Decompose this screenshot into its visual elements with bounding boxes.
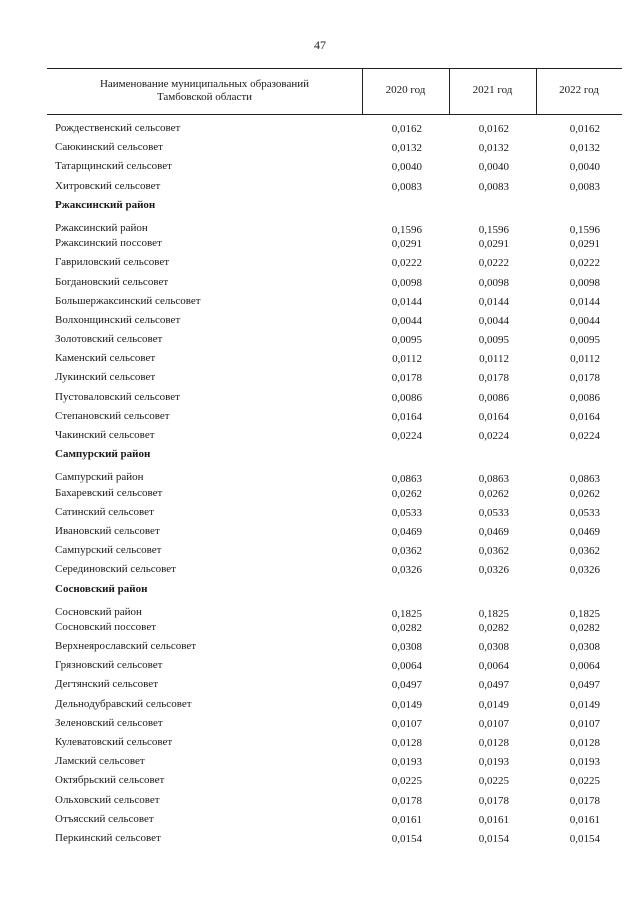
municipality-name: Саюкинский сельсовет bbox=[55, 141, 163, 154]
value-2021: 0,0164 bbox=[478, 410, 509, 423]
table-row bbox=[47, 656, 622, 675]
district-heading: Ржаксинский район bbox=[55, 198, 156, 211]
value-2020: 0,0149 bbox=[391, 698, 422, 711]
municipality-name: Гавриловский сельсовет bbox=[55, 256, 170, 269]
value-2021: 0,0224 bbox=[478, 430, 509, 442]
municipality-name: Татарщинский сельсовет bbox=[55, 160, 172, 173]
municipality-name: Кулеватовский сельсовет bbox=[55, 736, 173, 748]
value-2021: 0,0162 bbox=[478, 123, 509, 135]
table-row bbox=[47, 234, 622, 253]
value-2022: 0,0178 bbox=[569, 372, 600, 385]
value-2022: 0,1596 bbox=[569, 223, 600, 236]
table-row bbox=[47, 349, 622, 368]
value-2021: 0,0095 bbox=[478, 334, 509, 347]
municipality-name: Сампурский район bbox=[55, 471, 144, 484]
table-row bbox=[47, 829, 622, 848]
table-row bbox=[47, 368, 622, 387]
table-row bbox=[47, 637, 622, 656]
value-2020: 0,0308 bbox=[391, 641, 422, 654]
table-row bbox=[47, 292, 622, 311]
value-2021: 0,0040 bbox=[478, 161, 509, 174]
value-2020: 0,0098 bbox=[391, 276, 422, 289]
value-2021: 0,0533 bbox=[478, 506, 509, 519]
value-2021: 0,0863 bbox=[478, 473, 509, 486]
value-2020: 0,0469 bbox=[391, 525, 422, 538]
value-2020: 0,0154 bbox=[391, 832, 422, 845]
municipality-name: Ламский сельсовет bbox=[55, 755, 145, 768]
value-2021: 0,0308 bbox=[478, 641, 509, 654]
value-2020: 0,0162 bbox=[391, 123, 422, 135]
value-2020: 0,0863 bbox=[391, 473, 422, 486]
value-2022: 0,0095 bbox=[569, 334, 600, 347]
value-2020: 0,0164 bbox=[391, 410, 422, 423]
table-row bbox=[47, 157, 622, 176]
value-2022: 0,0863 bbox=[569, 473, 600, 486]
municipality-name: Ивановский сельсовет bbox=[55, 524, 160, 537]
value-2021: 0,0178 bbox=[478, 794, 509, 807]
value-2022: 0,0193 bbox=[569, 756, 600, 769]
municipality-name: Ржаксинский район bbox=[55, 221, 148, 234]
municipality-name: Пустоваловский сельсовет bbox=[55, 390, 180, 403]
municipality-name: Отъясский сельсовет bbox=[55, 812, 154, 825]
table-row bbox=[47, 253, 622, 272]
municipality-name: Верхнеярославский сельсовет bbox=[55, 640, 197, 653]
value-2021: 0,0128 bbox=[478, 737, 509, 749]
value-2021: 0,0132 bbox=[478, 142, 509, 155]
table-row bbox=[47, 119, 622, 138]
municipality-name: Степановский сельсовет bbox=[55, 409, 170, 422]
table-row bbox=[47, 311, 622, 330]
municipality-name: Золотовский сельсовет bbox=[55, 333, 163, 346]
value-2020: 0,0083 bbox=[391, 180, 422, 193]
value-2020: 0,0128 bbox=[391, 737, 422, 749]
district-heading: Сосновский район bbox=[55, 582, 148, 595]
value-2021: 0,0262 bbox=[478, 487, 509, 500]
value-2020: 0,0362 bbox=[391, 545, 422, 558]
table-row bbox=[47, 484, 622, 503]
district-heading-row bbox=[47, 580, 622, 599]
municipality-name: Ржаксинский поссовет bbox=[55, 237, 162, 250]
value-2020: 0,0086 bbox=[391, 391, 422, 404]
value-2021: 0,0178 bbox=[478, 372, 509, 385]
municipality-name: Богдановский сельсовет bbox=[55, 275, 169, 288]
value-2020: 0,0282 bbox=[391, 621, 422, 634]
value-2021: 0,0112 bbox=[479, 353, 509, 366]
municipality-name: Хитровский сельсовет bbox=[55, 179, 161, 192]
value-2020: 0,0095 bbox=[391, 334, 422, 347]
value-2022: 0,1825 bbox=[569, 607, 600, 620]
value-2022: 0,0497 bbox=[569, 679, 600, 692]
value-2021: 0,0225 bbox=[478, 775, 509, 788]
value-2020: 0,0044 bbox=[391, 314, 422, 327]
municipality-name: Сосновский район bbox=[55, 605, 142, 618]
value-2021: 0,1596 bbox=[478, 223, 509, 236]
table-row bbox=[47, 464, 622, 486]
table-row bbox=[47, 215, 622, 234]
municipality-name: Сосновский поссовет bbox=[55, 620, 157, 633]
value-2021: 0,0282 bbox=[478, 621, 509, 634]
municipality-name: Перкинский сельсовет bbox=[55, 831, 161, 844]
header-year-2021: 2021 год bbox=[472, 84, 513, 96]
header-name-line1: Наименование муниципальных образований bbox=[99, 78, 310, 90]
value-2021: 0,0161 bbox=[478, 813, 509, 826]
value-2020: 0,0222 bbox=[391, 257, 422, 270]
value-2021: 0,0107 bbox=[478, 717, 509, 730]
value-2020: 0,0262 bbox=[391, 487, 422, 500]
table-row bbox=[47, 388, 622, 407]
value-2022: 0,0086 bbox=[569, 391, 600, 404]
table-row bbox=[47, 618, 622, 637]
value-2022: 0,0107 bbox=[569, 717, 600, 730]
value-2022: 0,0362 bbox=[569, 545, 600, 558]
page-number: 47 bbox=[314, 38, 326, 52]
municipality-name: Серединовский сельсовет bbox=[55, 563, 176, 576]
table-header bbox=[47, 68, 622, 115]
table-row bbox=[47, 791, 622, 810]
value-2020: 0,0225 bbox=[391, 775, 422, 788]
table-row bbox=[47, 138, 622, 157]
value-2021: 0,0193 bbox=[478, 756, 509, 769]
municipality-name: Чакинский сельсовет bbox=[55, 429, 155, 441]
municipality-name: Зеленовский сельсовет bbox=[55, 716, 163, 729]
table-row bbox=[47, 177, 622, 196]
value-2022: 0,0178 bbox=[569, 794, 600, 807]
table-row bbox=[47, 675, 622, 694]
municipality-name: Лукинский сельсовет bbox=[55, 371, 156, 384]
value-2022: 0,0291 bbox=[569, 238, 600, 251]
value-2020: 0,1825 bbox=[391, 607, 422, 620]
value-2020: 0,0533 bbox=[391, 506, 422, 519]
value-2020: 0,0144 bbox=[391, 295, 422, 308]
municipality-name: Ольховский сельсовет bbox=[55, 793, 160, 806]
municipality-name: Бахаревский сельсовет bbox=[55, 486, 163, 499]
value-2020: 0,0326 bbox=[391, 564, 422, 577]
table-row bbox=[47, 503, 622, 522]
value-2022: 0,0162 bbox=[569, 123, 600, 135]
value-2021: 0,0144 bbox=[478, 295, 509, 308]
value-2022: 0,0533 bbox=[569, 506, 600, 519]
table-row bbox=[47, 733, 622, 752]
value-2022: 0,0326 bbox=[569, 564, 600, 577]
value-2022: 0,0154 bbox=[569, 832, 600, 845]
municipality-name: Каменский сельсовет bbox=[55, 352, 156, 365]
value-2021: 0,0362 bbox=[478, 545, 509, 558]
value-2022: 0,0161 bbox=[569, 813, 600, 826]
value-2021: 0,0469 bbox=[478, 525, 509, 538]
value-2020: 0,0161 bbox=[391, 813, 422, 826]
value-2022: 0,0128 bbox=[569, 737, 600, 749]
value-2022: 0,0112 bbox=[570, 353, 600, 366]
value-2022: 0,0044 bbox=[569, 314, 600, 327]
value-2022: 0,0040 bbox=[569, 161, 600, 174]
value-2021: 0,0044 bbox=[478, 314, 509, 327]
municipality-name: Октябрьский сельсовет bbox=[55, 774, 165, 787]
value-2020: 0,0291 bbox=[391, 238, 422, 251]
table-row bbox=[47, 330, 622, 349]
value-2022: 0,0144 bbox=[569, 295, 600, 308]
value-2022: 0,0083 bbox=[569, 180, 600, 193]
value-2021: 0,1825 bbox=[478, 607, 509, 620]
value-2020: 0,0040 bbox=[391, 161, 422, 174]
header-year-2020: 2020 год bbox=[385, 84, 426, 96]
table-row bbox=[47, 560, 622, 579]
header-name-line2: Тамбовской области bbox=[156, 91, 253, 103]
value-2020: 0,0497 bbox=[391, 679, 422, 692]
header-name-column bbox=[47, 78, 362, 104]
municipality-name: Грязновский сельсовет bbox=[55, 659, 163, 672]
value-2022: 0,0098 bbox=[569, 276, 600, 289]
municipality-name: Дегтянский сельсовет bbox=[55, 678, 158, 691]
table-row bbox=[47, 407, 622, 426]
value-2022: 0,0262 bbox=[569, 487, 600, 500]
value-2021: 0,0064 bbox=[478, 660, 509, 673]
value-2020: 0,0064 bbox=[391, 660, 422, 673]
value-2022: 0,0469 bbox=[569, 525, 600, 538]
municipality-name: Сампурский сельсовет bbox=[55, 544, 162, 557]
district-heading: Сампурский район bbox=[55, 448, 151, 461]
table-row bbox=[47, 810, 622, 829]
value-2020: 0,1596 bbox=[391, 223, 422, 236]
value-2020: 0,0112 bbox=[392, 353, 422, 366]
value-2022: 0,0224 bbox=[569, 430, 600, 442]
table-row bbox=[47, 695, 622, 714]
value-2021: 0,0497 bbox=[478, 679, 509, 692]
value-2022: 0,0225 bbox=[569, 775, 600, 788]
value-2021: 0,0083 bbox=[478, 180, 509, 193]
value-2021: 0,0086 bbox=[478, 391, 509, 404]
table-row bbox=[47, 522, 622, 541]
table-row bbox=[47, 273, 622, 292]
table-row bbox=[47, 714, 622, 733]
table-row bbox=[47, 599, 622, 618]
value-2022: 0,0164 bbox=[569, 410, 600, 423]
table-row bbox=[47, 541, 622, 560]
value-2020: 0,0224 bbox=[391, 430, 422, 442]
value-2022: 0,0282 bbox=[569, 621, 600, 634]
municipality-name: Волхонщинский сельсовет bbox=[55, 313, 181, 326]
value-2022: 0,0132 bbox=[569, 142, 600, 155]
value-2022: 0,0149 bbox=[569, 698, 600, 711]
value-2021: 0,0154 bbox=[478, 832, 509, 845]
table-body bbox=[47, 119, 622, 848]
municipality-name: Сатинский сельсовет bbox=[55, 505, 154, 518]
district-heading-row bbox=[47, 196, 622, 215]
table-row bbox=[47, 426, 622, 445]
value-2020: 0,0178 bbox=[391, 794, 422, 807]
value-2021: 0,0222 bbox=[478, 257, 509, 270]
table-row bbox=[47, 771, 622, 790]
value-2022: 0,0064 bbox=[569, 660, 600, 673]
data-table bbox=[47, 68, 622, 848]
value-2021: 0,0326 bbox=[478, 564, 509, 577]
table-row bbox=[47, 752, 622, 771]
value-2021: 0,0098 bbox=[478, 276, 509, 289]
value-2020: 0,0178 bbox=[391, 372, 422, 385]
municipality-name: Рождественский сельсовет bbox=[55, 122, 181, 134]
header-year-2022: 2022 год bbox=[559, 84, 599, 96]
value-2022: 0,0308 bbox=[569, 641, 600, 654]
value-2022: 0,0222 bbox=[569, 257, 600, 270]
municipality-name: Большержаксинский сельсовет bbox=[55, 294, 201, 307]
district-heading-row bbox=[47, 445, 622, 464]
value-2020: 0,0107 bbox=[391, 717, 422, 730]
value-2021: 0,0291 bbox=[478, 238, 509, 251]
value-2020: 0,0193 bbox=[391, 756, 422, 769]
value-2020: 0,0132 bbox=[391, 142, 422, 155]
value-2021: 0,0149 bbox=[478, 698, 509, 711]
municipality-name: Дельнодубравский сельсовет bbox=[55, 697, 192, 710]
